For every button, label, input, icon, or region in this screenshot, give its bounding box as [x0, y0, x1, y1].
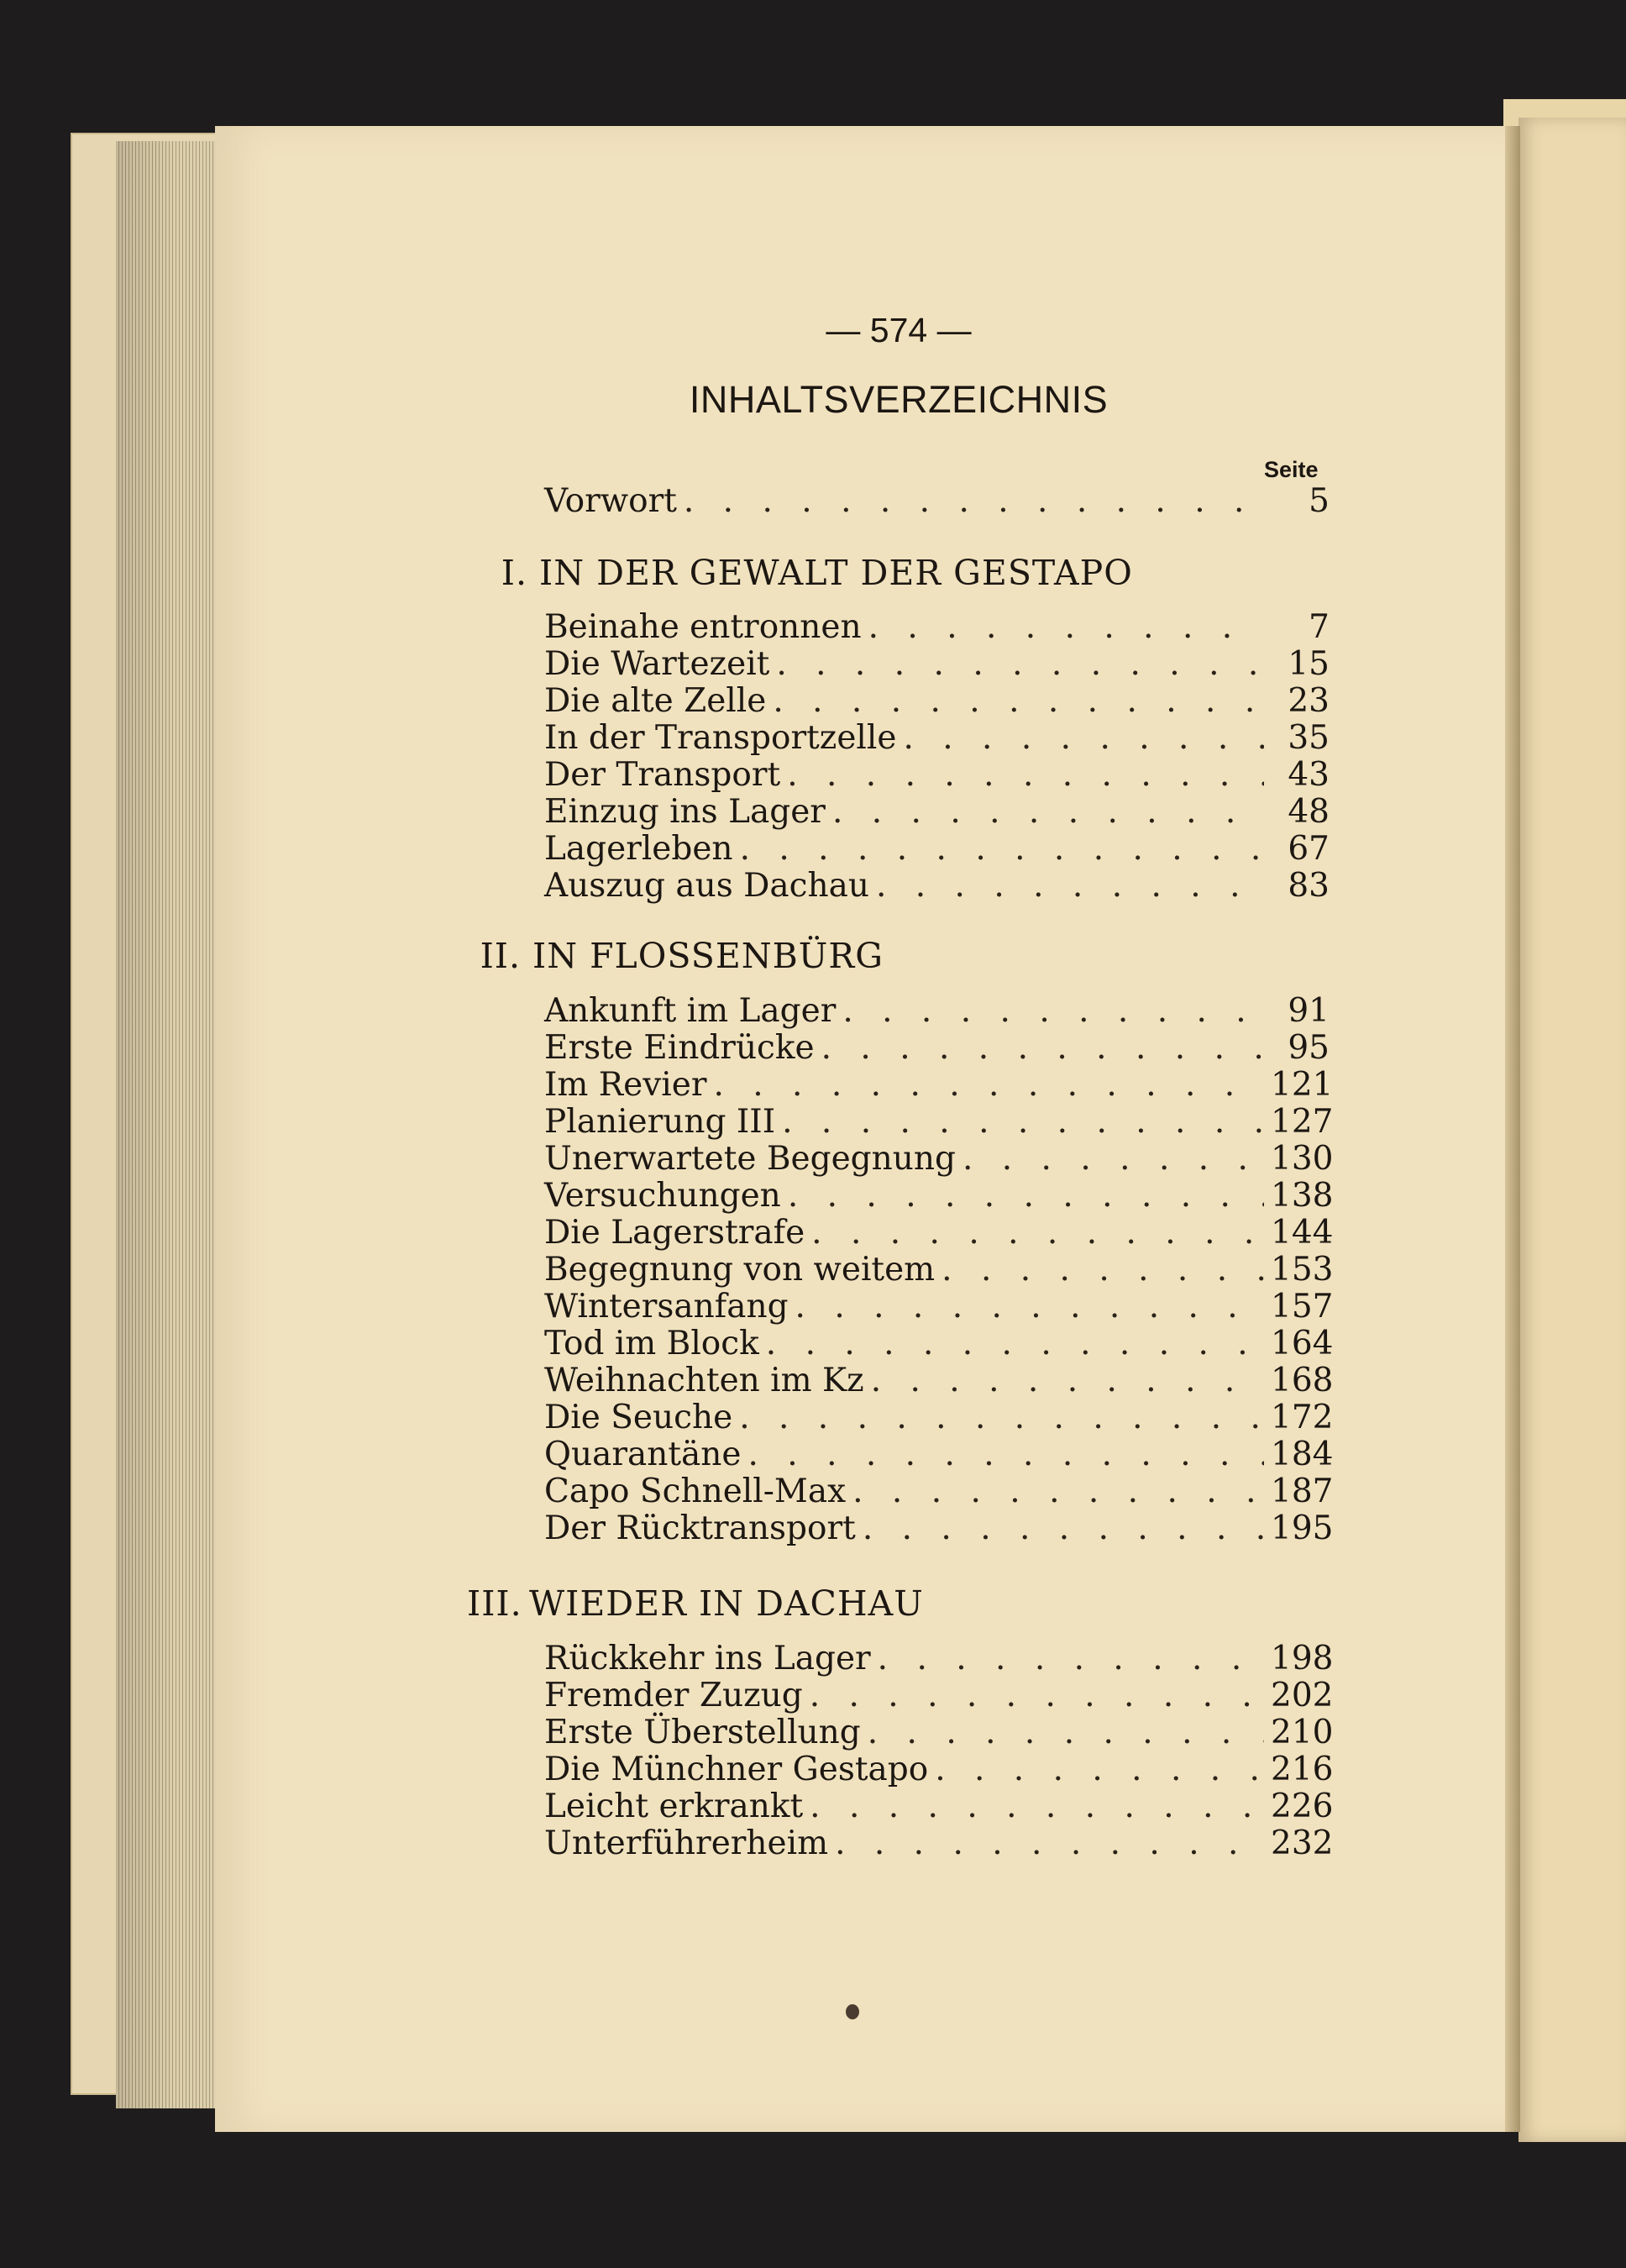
toc-entry-page: 144	[1271, 1214, 1334, 1252]
toc-entry	[544, 793, 1330, 832]
toc-entry	[544, 1029, 1330, 1068]
toc-entry	[544, 756, 1330, 795]
toc-entry	[544, 1677, 1334, 1715]
toc-leader-dots	[868, 608, 1264, 647]
toc-entry-page: 153	[1271, 1251, 1334, 1289]
toc-leader-dots	[788, 1177, 1264, 1215]
toc-leader-dots	[740, 830, 1264, 869]
toc-leader-dots	[810, 1788, 1264, 1826]
part-heading-3	[467, 1583, 1307, 1625]
toc-leader-dots	[871, 1362, 1264, 1400]
toc-entry-title: Die alte Zelle	[544, 682, 767, 720]
toc-entry	[544, 608, 1330, 647]
toc-leader-dots	[835, 1824, 1264, 1863]
book-gutter	[1505, 126, 1520, 2132]
part-title: IN DER GEWALT DER GESTAPO	[539, 553, 1133, 593]
toc-entry-title: Wintersanfang	[544, 1288, 789, 1326]
toc-leader-dots	[811, 1214, 1264, 1252]
toc-entry-page: 7	[1309, 608, 1330, 646]
toc-entry	[544, 1436, 1334, 1474]
toc-entry-title: Der Transport	[544, 756, 781, 794]
toc-entry	[544, 830, 1330, 869]
toc-leader-dots	[795, 1288, 1264, 1326]
toc-entry	[544, 992, 1330, 1031]
part-heading-1	[479, 552, 1319, 594]
toc-entry-title: Vorwort	[544, 482, 677, 520]
toc-entry	[544, 1473, 1334, 1511]
toc-entry-page: 15	[1288, 645, 1330, 683]
toc-entry-page: 91	[1288, 992, 1330, 1030]
toc-entry-page: 138	[1271, 1177, 1334, 1215]
toc-leader-dots	[713, 1066, 1264, 1105]
facing-page	[1518, 118, 1626, 2142]
toc-entry-page: 130	[1271, 1140, 1334, 1178]
part-title: IN FLOSSENBÜRG	[532, 936, 884, 976]
part-heading-2	[470, 935, 1310, 977]
toc-leader-dots	[876, 867, 1264, 906]
toc-entry	[544, 1288, 1334, 1326]
toc-entry-title: Der Rücktransport	[544, 1509, 856, 1547]
toc-entry-title: Rückkehr ins Lager	[544, 1640, 871, 1677]
toc-entry-page: 187	[1271, 1473, 1334, 1510]
toc-entry-title: Capo Schnell-Max	[544, 1473, 847, 1510]
toc-entry-title: Quarantäne	[544, 1436, 742, 1473]
toc-entry	[544, 1177, 1334, 1215]
toc-entry	[544, 1824, 1334, 1863]
toc-leader-dots	[787, 756, 1264, 795]
toc-entry-title: Die Münchner Gestapo	[544, 1751, 929, 1788]
toc-leader-dots	[782, 1103, 1264, 1142]
toc-entry	[544, 645, 1330, 684]
toc-entry	[544, 682, 1330, 721]
toc-entry-title: Planierung III	[544, 1103, 776, 1141]
toc-entry-page: 43	[1288, 756, 1330, 794]
toc-entry	[544, 1640, 1334, 1678]
toc-entry-page: 67	[1288, 830, 1330, 868]
toc-entry-page: 168	[1271, 1362, 1334, 1399]
toc-entry-title: Unterführerheim	[544, 1824, 829, 1862]
toc-leader-dots	[852, 1473, 1264, 1511]
toc-entry-title: Leicht erkrankt	[544, 1788, 804, 1825]
toc-entry-title: Unerwartete Begegnung	[544, 1140, 956, 1178]
page-edge-shadow	[116, 141, 217, 2108]
toc-leader-dots	[739, 1399, 1264, 1437]
toc-entry-title: Lagerleben	[544, 830, 733, 868]
toc-entry-page: 35	[1288, 719, 1330, 757]
seite-column-label: Seite	[1264, 457, 1319, 482]
toc-entry-title: Einzug ins Lager	[544, 793, 826, 831]
toc-leader-dots	[935, 1751, 1264, 1789]
toc-leader-dots	[747, 1436, 1264, 1474]
page-number: — 574 —	[826, 311, 972, 349]
toc-entry-title: Die Lagerstrafe	[544, 1214, 805, 1252]
toc-entry	[544, 1325, 1334, 1363]
toc-entry-title: Tod im Block	[544, 1325, 759, 1362]
toc-entry	[544, 1714, 1334, 1752]
toc-entry	[544, 1788, 1334, 1826]
toc-entry-page: 202	[1271, 1677, 1334, 1714]
toc-entry	[544, 1751, 1334, 1789]
ornament-dot	[846, 2004, 859, 2019]
part-title: WIEDER IN DACHAU	[529, 1583, 924, 1624]
toc-leader-dots	[868, 1714, 1264, 1752]
toc-entry-page: 5	[1309, 482, 1330, 520]
toc-entry-page: 48	[1288, 793, 1330, 831]
toc-entry-title: Weihnachten im Kz	[544, 1362, 864, 1399]
toc-leader-dots	[842, 992, 1264, 1031]
toc-entry-title: Die Seuche	[544, 1399, 733, 1436]
toc-entry	[544, 1509, 1334, 1548]
toc-entry-page: 232	[1271, 1824, 1334, 1862]
toc-entry-title: Versuchungen	[544, 1177, 781, 1215]
toc-entry-title: Erste Eindrücke	[544, 1029, 815, 1067]
page-title: INHALTSVERZEICHNIS	[689, 378, 1109, 421]
toc-entry-page: 172	[1271, 1399, 1334, 1436]
toc-entry-page: 157	[1271, 1288, 1334, 1326]
part-number: I.	[501, 553, 527, 593]
toc-entry-page: 195	[1271, 1509, 1334, 1547]
toc-leader-dots	[684, 482, 1264, 521]
toc-entry-page: 95	[1288, 1029, 1330, 1067]
toc-entry	[544, 1251, 1334, 1289]
toc-entry-page: 127	[1271, 1103, 1334, 1141]
toc-entry	[544, 1140, 1334, 1179]
toc-entry-title: In der Transportzelle	[544, 719, 897, 757]
toc-entry-page: 164	[1271, 1325, 1334, 1362]
toc-entry-page: 226	[1271, 1788, 1334, 1825]
toc-entry-title: Erste Überstellung	[544, 1714, 861, 1751]
toc-entry	[544, 867, 1330, 906]
toc-entry	[544, 1214, 1334, 1252]
toc-entry-title: Begegnung von weitem	[544, 1251, 936, 1289]
toc-entry-page: 210	[1271, 1714, 1334, 1751]
toc-entry-page: 83	[1288, 867, 1330, 905]
toc-leader-dots	[832, 793, 1264, 832]
toc-leader-dots	[962, 1140, 1264, 1179]
toc-entry-title: Beinahe entronnen	[544, 608, 862, 646]
toc-leader-dots	[776, 645, 1264, 684]
toc-leader-dots	[773, 682, 1264, 721]
toc-entry	[544, 1399, 1334, 1437]
toc-leader-dots	[810, 1677, 1264, 1715]
toc-entry-title: Im Revier	[544, 1066, 707, 1104]
toc-entry-preface	[544, 482, 1330, 521]
toc-leader-dots	[878, 1640, 1264, 1678]
toc-leader-dots	[863, 1509, 1264, 1548]
toc-entry	[544, 1066, 1334, 1105]
toc-entry-page: 121	[1271, 1066, 1334, 1104]
toc-entry-page: 23	[1288, 682, 1330, 720]
toc-leader-dots	[821, 1029, 1264, 1068]
toc-entry-title: Ankunft im Lager	[544, 992, 837, 1030]
toc-leader-dots	[942, 1251, 1264, 1289]
toc-entry	[544, 1103, 1334, 1142]
toc-entry-title: Die Wartezeit	[544, 645, 770, 683]
toc-entry-title: Auszug aus Dachau	[544, 867, 869, 905]
toc-entry	[544, 719, 1330, 758]
part-number: II.	[480, 936, 521, 976]
toc-entry	[544, 1362, 1334, 1400]
toc-entry-page: 198	[1271, 1640, 1334, 1677]
toc-leader-dots	[903, 719, 1264, 758]
toc-entry-page: 216	[1271, 1751, 1334, 1788]
toc-entry-page: 184	[1271, 1436, 1334, 1473]
toc-entry-title: Fremder Zuzug	[544, 1677, 803, 1714]
toc-leader-dots	[766, 1325, 1264, 1363]
part-number: III.	[467, 1583, 522, 1624]
